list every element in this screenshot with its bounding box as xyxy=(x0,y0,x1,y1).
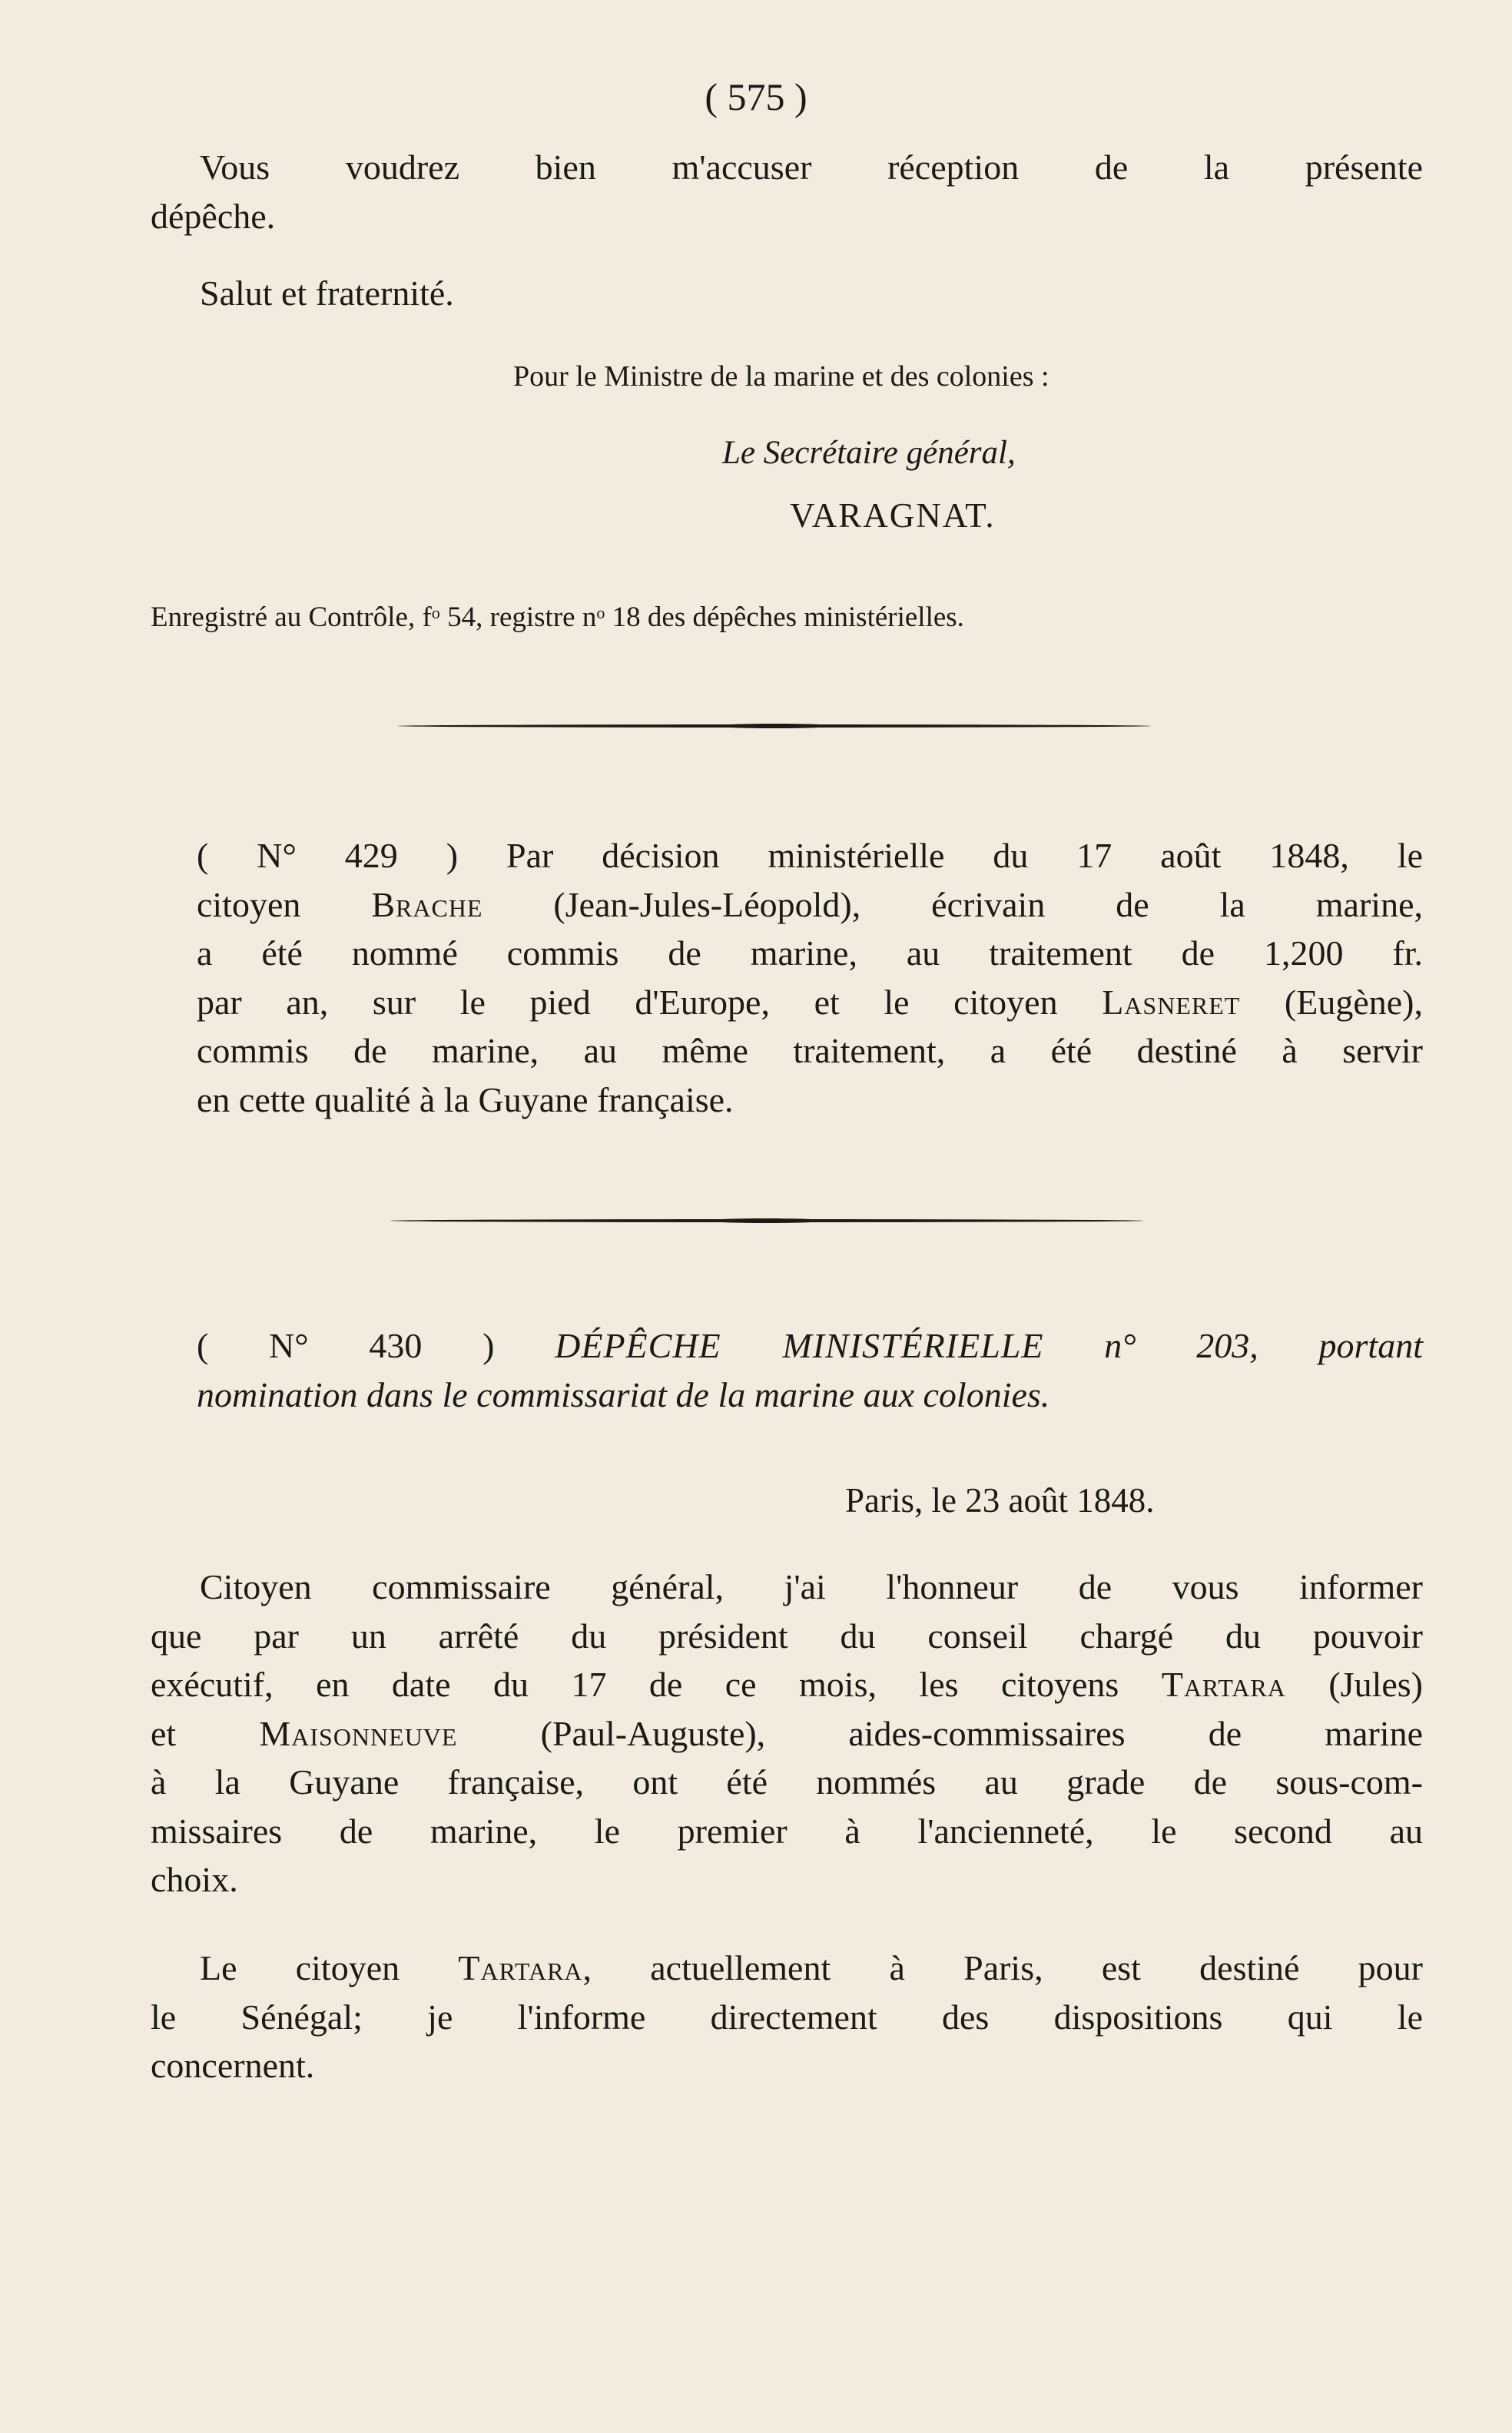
person-name: Lasneret xyxy=(1102,982,1241,1022)
decision-429 xyxy=(197,831,1423,1124)
decision-429-text: Par décision ministérielle du 17 août 1848, le xyxy=(506,836,1423,875)
body-text: , actuellement à Paris, est destiné pour xyxy=(582,1948,1423,1987)
decision-429-text: par an, sur le pied d'Europe, et le citoyen xyxy=(197,982,1102,1022)
depeche-430-line xyxy=(197,1321,1423,1371)
intro-line: dépêche. xyxy=(151,196,276,236)
body-text: Le citoyen xyxy=(200,1948,459,1987)
registration-text: 54, registre n xyxy=(439,601,597,633)
entry-number: ( N° 430 ) xyxy=(197,1326,495,1365)
depeche-portant: portant xyxy=(1318,1326,1423,1365)
decision-429-text: (Eugène), xyxy=(1240,982,1423,1022)
body-line xyxy=(151,1709,1423,1758)
registration-line xyxy=(151,592,964,639)
body-line xyxy=(151,1660,1423,1709)
decision-429-line xyxy=(197,978,1423,1027)
person-name: Brache xyxy=(371,884,483,924)
depeche-heading: DÉPÊCHE MINISTÉRIELLE xyxy=(555,1326,1044,1365)
depeche-430-body-2 xyxy=(151,1944,1423,2090)
signature-title: Le Secrétaire général, xyxy=(722,435,1016,471)
body-line: que par un arrêté du président du conseil chargé du pouvoir xyxy=(151,1616,1423,1656)
decision-429-line: a été nommé commis de marine, au traitement de 1,200 fr. xyxy=(197,933,1423,973)
body-line: à la Guyane française, ont été nommés au grade de sous-com- xyxy=(151,1762,1423,1802)
signature-name: VARAGNAT. xyxy=(790,496,996,535)
page-number: ( 575 ) xyxy=(705,75,807,118)
body-line: le Sénégal; je l'informe directement des dispositions qui le xyxy=(151,1997,1423,2037)
decision-429-line xyxy=(197,880,1423,930)
depeche-430-header xyxy=(197,1321,1423,1419)
intro-line: Vous voudrez bien m'accuser réception de la présente xyxy=(200,148,1423,187)
body-line xyxy=(151,1944,1423,1993)
body-line: Citoyen commissaire général, j'ai l'honneur de vous informer xyxy=(200,1567,1423,1606)
person-name: Tartara xyxy=(1161,1665,1286,1704)
body-text: et xyxy=(151,1713,260,1753)
person-name: Maisonneuve xyxy=(259,1713,458,1753)
intro-paragraph xyxy=(151,143,1423,240)
depeche-no: n° 203, xyxy=(1104,1326,1258,1365)
decision-429-line: commis de marine, au même traitement, a été destiné à servir xyxy=(197,1031,1423,1070)
body-text: (Paul-Auguste), aides-commissaires de marine xyxy=(457,1713,1423,1753)
entry-number: ( N° 429 ) xyxy=(197,836,459,875)
separator-rule xyxy=(398,724,1151,728)
registration-text: Enregistré au Contrôle, f xyxy=(151,601,432,633)
decision-429-text: (Jean-Jules-Léopold), écrivain de la marine, xyxy=(482,884,1423,924)
depeche-430-body xyxy=(151,1563,1423,1904)
decision-429-line xyxy=(197,831,1423,880)
body-text: exécutif, en date du 17 de ce mois, les citoyens xyxy=(151,1665,1162,1704)
body-line: missaires de marine, le premier à l'ancienneté, le second au xyxy=(151,1811,1423,1851)
body-text: (Jules) xyxy=(1285,1665,1423,1704)
dateline: Paris, le 23 août 1848. xyxy=(845,1481,1155,1520)
registration-sup: o xyxy=(431,603,440,622)
decision-429-text: citoyen xyxy=(197,884,372,924)
depeche-430-line: nomination dans le commissariat de la marine aux colonies. xyxy=(197,1374,1050,1414)
body-line: concernent. xyxy=(151,2046,315,2085)
separator-rule xyxy=(390,1219,1143,1222)
registration-sup: o xyxy=(596,603,605,622)
signature-pour: Pour le Ministre de la marine et des colonies : xyxy=(513,360,1049,393)
decision-429-line: en cette qualité à la Guyane française. xyxy=(197,1079,734,1119)
registration-text: 18 des dépêches ministérielles. xyxy=(605,601,964,633)
person-name: Tartara xyxy=(458,1948,583,1987)
salutation: Salut et fraternité. xyxy=(200,273,454,313)
body-line: choix. xyxy=(151,1860,238,1899)
